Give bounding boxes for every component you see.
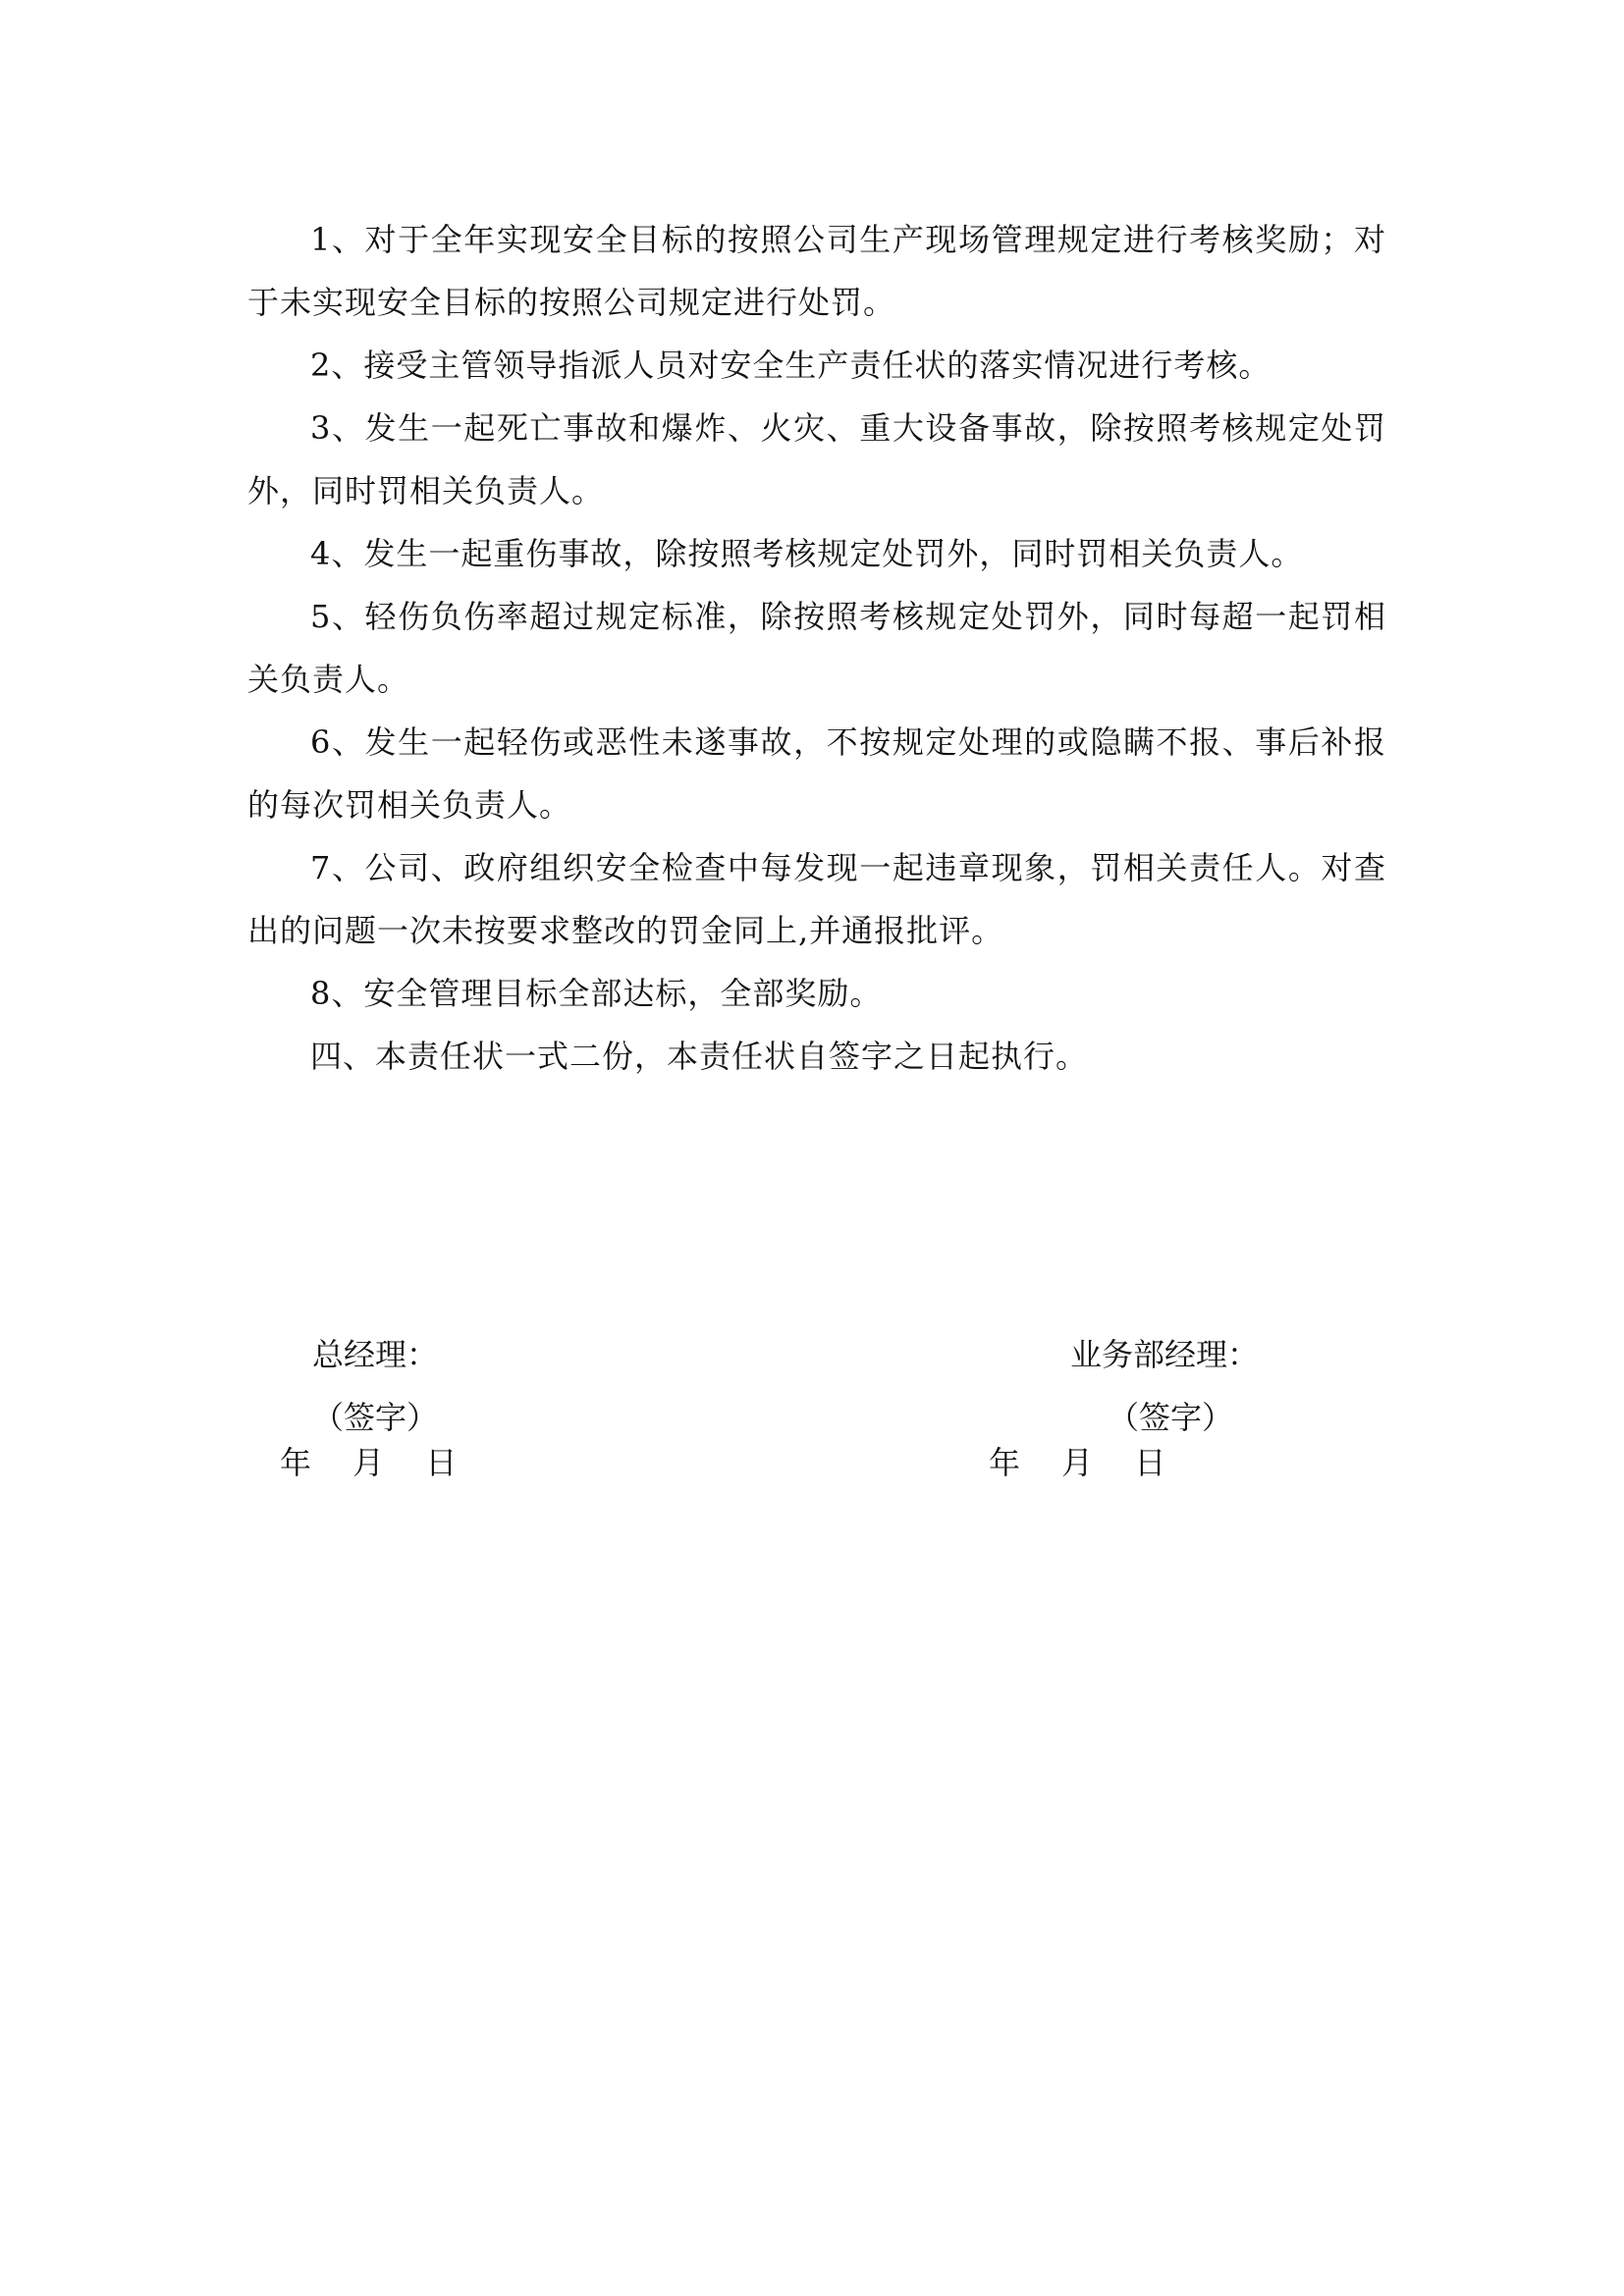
paragraph-6: 6、发生一起轻伤或恶性未遂事故，不按规定处理的或隐瞒不报、事后补报的每次罚相关负责人。 [247,723,1386,824]
business-manager-sign-label: （签字） [1108,1399,1234,1436]
general-manager-sign-label: （签字） [312,1399,439,1436]
paragraph-1: 1、对于全年实现安全目标的按照公司生产现场管理规定进行考核奖励；对于未实现安全目标的按照公司规定进行处罚。 [247,221,1386,321]
paragraph-8: 8、安全管理目标全部达标，全部奖励。 [310,975,883,1012]
paragraph-4: 4、发生一起重伤事故，除按照考核规定处罚外，同时罚相关负责人。 [310,535,1304,572]
business-manager-date: 年 月 日 [989,1444,1166,1481]
document-body [247,208,1386,1088]
paragraph-7: 7、公司、政府组织安全检查中每发现一起违章现象，罚相关责任人。对查出的问题一次未按要求整改的罚金同上,并通报批评。 [247,849,1386,949]
general-manager-label: 总经理： [312,1336,439,1373]
paragraph-5: 5、轻伤负伤率超过规定标准，除按照考核规定处罚外，同时每超一起罚相关负责人。 [247,598,1386,698]
paragraph-9: 四、本责任状一式二份，本责任状自签字之日起执行。 [310,1038,1089,1075]
paragraph-2: 2、接受主管领导指派人员对安全生产责任状的落实情况进行考核。 [310,347,1272,384]
general-manager-date: 年 月 日 [280,1444,458,1481]
business-manager-label: 业务部经理： [1070,1336,1260,1373]
paragraph-3: 3、发生一起死亡事故和爆炸、火灾、重大设备事故，除按照考核规定处罚外，同时罚相关负责人。 [247,409,1386,509]
